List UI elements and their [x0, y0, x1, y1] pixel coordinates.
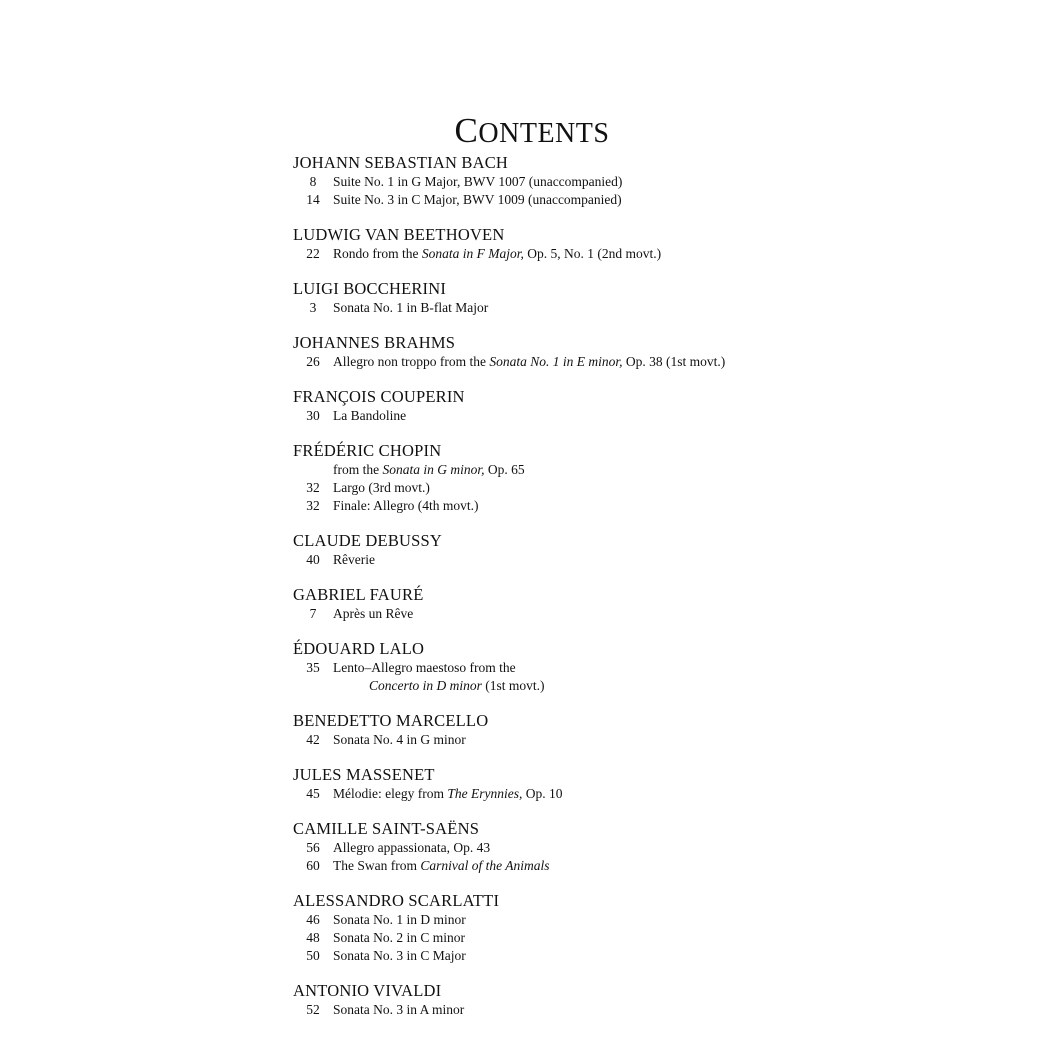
piece-title [333, 191, 973, 209]
composer-name: JULES MASSENET [293, 765, 435, 784]
toc-entry [293, 353, 973, 371]
piece-title [333, 659, 973, 677]
page-number: 60 [306, 858, 320, 873]
composer-name: FRÉDÉRIC CHOPIN [293, 441, 442, 460]
toc-entry [293, 299, 973, 317]
page-number: 35 [306, 660, 320, 675]
piece-title [333, 245, 973, 263]
page-number: 46 [306, 912, 320, 927]
composer-section [293, 440, 973, 515]
toc-entry [293, 1001, 973, 1019]
page-number: 42 [306, 732, 320, 747]
composer-name: JOHANNES BRAHMS [293, 333, 456, 352]
title-part: Allegro appassionata, Op. 43 [333, 840, 491, 855]
page-number: 3 [309, 300, 317, 315]
composer-name: JOHANN SEBASTIAN BACH [293, 153, 509, 172]
title-part: La Bandoline [333, 408, 407, 423]
italic-title-part: Sonata in G minor, [382, 462, 485, 477]
page-number: 7 [309, 606, 317, 621]
composer-name: ALESSANDRO SCARLATTI [293, 891, 500, 910]
title-part: Rondo from the [333, 246, 422, 261]
italic-title-part: Sonata No. 1 in E minor, [489, 354, 623, 369]
composer-section [293, 764, 973, 803]
page-number: 14 [306, 192, 320, 207]
page-number: 32 [306, 498, 320, 513]
toc-entry [293, 857, 973, 875]
toc-entry [293, 659, 973, 677]
composer-name: ÉDOUARD LALO [293, 639, 425, 658]
toc-entry [293, 677, 973, 695]
piece-title [333, 1001, 973, 1019]
title-part: Lento–Allegro maestoso from the [333, 660, 516, 675]
title-part: Op. 65 [484, 462, 525, 477]
piece-title [333, 929, 973, 947]
title-part: Sonata No. 1 in D minor [333, 912, 466, 927]
page-number: 32 [306, 480, 320, 495]
title-part: Op. 38 (1st movt.) [622, 354, 726, 369]
toc-entry [293, 245, 973, 263]
composer-section [293, 584, 973, 623]
title-part: from the [333, 462, 383, 477]
composer-section [293, 710, 973, 749]
piece-title [333, 731, 973, 749]
composer-section [293, 638, 973, 695]
page-number: 56 [306, 840, 320, 855]
page-number: 8 [309, 174, 317, 189]
composer-section [293, 980, 973, 1019]
title-part: Suite No. 3 in C Major, BWV 1009 (unaccompanied) [333, 192, 622, 207]
title-part: The Swan from [333, 858, 421, 873]
composer-section [293, 332, 973, 371]
italic-title-part: Carnival of the Animals [420, 858, 550, 873]
page-number [293, 677, 333, 695]
toc-entry [293, 731, 973, 749]
toc-entry [293, 605, 973, 623]
piece-title [333, 353, 973, 371]
composer-section [293, 818, 973, 875]
title-part: Suite No. 1 in G Major, BWV 1007 (unaccompanied) [333, 174, 623, 189]
title-part: Rêverie [333, 552, 375, 567]
title-part: Sonata No. 3 in C Major [333, 948, 466, 963]
toc-entry [293, 407, 973, 425]
composer-name: BENEDETTO MARCELLO [293, 711, 489, 730]
title-part: Allegro non troppo from the [333, 354, 490, 369]
italic-title-part: The Erynnies, [447, 786, 523, 801]
page-title [0, 111, 1064, 151]
piece-title [333, 173, 973, 191]
page-number: 26 [306, 354, 320, 369]
title-part: Mélodie: elegy from [333, 786, 448, 801]
composer-section [293, 530, 973, 569]
toc-entry [293, 461, 973, 479]
piece-title [333, 605, 973, 623]
composer-name: GABRIEL FAURÉ [293, 585, 424, 604]
page-number: 50 [306, 948, 320, 963]
toc-entry [293, 479, 973, 497]
toc-entry [293, 173, 973, 191]
composer-name: CAMILLE SAINT-SAËNS [293, 819, 480, 838]
piece-title [333, 497, 973, 515]
piece-title [333, 461, 973, 479]
piece-title [333, 677, 973, 695]
page-number: 40 [306, 552, 320, 567]
piece-title [333, 857, 973, 875]
composer-section [293, 386, 973, 425]
table-of-contents [293, 152, 973, 1034]
composer-section [293, 278, 973, 317]
title-part: (1st movt.) [481, 678, 545, 693]
page-number [293, 461, 333, 479]
title-part: Sonata No. 3 in A minor [333, 1002, 465, 1017]
toc-entry [293, 929, 973, 947]
piece-title [333, 839, 973, 857]
piece-title [333, 299, 973, 317]
title-part: Op. 10 [522, 786, 563, 801]
page-number: 22 [306, 246, 320, 261]
toc-entry [293, 947, 973, 965]
title-part: Sonata No. 4 in G minor [333, 732, 466, 747]
title-part: Op. 5, No. 1 (2nd movt.) [523, 246, 662, 261]
page-number: 48 [306, 930, 320, 945]
toc-entry [293, 911, 973, 929]
composer-section [293, 152, 973, 209]
piece-title [333, 911, 973, 929]
piece-title [333, 785, 973, 803]
composer-name: CLAUDE DEBUSSY [293, 531, 443, 550]
italic-title-part: Sonata in F Major, [421, 246, 524, 261]
italic-title-part: Concerto in D minor [369, 678, 482, 693]
piece-title [333, 947, 973, 965]
composer-name: LUIGI BOCCHERINI [293, 279, 447, 298]
title-part: Sonata No. 2 in C minor [333, 930, 465, 945]
page-number: 52 [306, 1002, 320, 1017]
page-number: 45 [306, 786, 320, 801]
toc-entry [293, 785, 973, 803]
toc-entry [293, 497, 973, 515]
page-number: 30 [306, 408, 320, 423]
title-part: Sonata No. 1 in B-flat Major [333, 300, 489, 315]
piece-title [333, 407, 973, 425]
composer-section [293, 890, 973, 965]
piece-title [333, 551, 973, 569]
composer-name: FRANÇOIS COUPERIN [293, 387, 465, 406]
composer-section [293, 224, 973, 263]
toc-entry [293, 191, 973, 209]
title-rest: ONTENTS [478, 118, 610, 150]
title-part: Finale: Allegro (4th movt.) [333, 498, 479, 513]
title-initial: C [454, 111, 479, 151]
composer-name: LUDWIG VAN BEETHOVEN [293, 225, 505, 244]
piece-title [333, 479, 973, 497]
toc-entry [293, 551, 973, 569]
title-part: Largo (3rd movt.) [333, 480, 430, 495]
composer-name: ANTONIO VIVALDI [293, 981, 442, 1000]
toc-entry [293, 839, 973, 857]
title-part: Après un Rêve [333, 606, 414, 621]
